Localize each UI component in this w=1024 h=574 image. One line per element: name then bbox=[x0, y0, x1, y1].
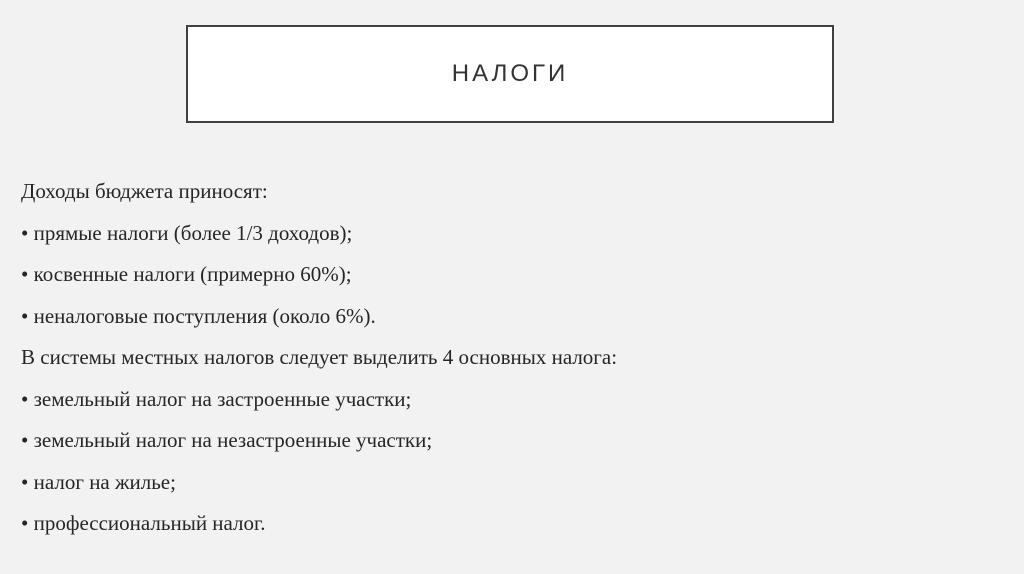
bullet-indirect-taxes: • косвенные налоги (примерно 60%); bbox=[21, 262, 352, 286]
bullet-direct-taxes: • прямые налоги (более 1/3 доходов); bbox=[21, 220, 353, 245]
bullet-housing-tax: • налог на жилье; bbox=[21, 469, 176, 494]
bullet-land-tax-unbuilt: • земельный налог на незастроенные участки; bbox=[21, 428, 433, 452]
bullet-land-tax-built: • земельный налог на застроенные участки; bbox=[21, 386, 412, 411]
bullet-professional-tax: • профессиональный налог. bbox=[21, 511, 266, 535]
intro-line-local-taxes: В системы местных налогов следует выделить 4 основных налога: bbox=[21, 345, 618, 369]
slide-title: НАЛОГИ bbox=[451, 60, 569, 87]
slide-body bbox=[21, 171, 981, 545]
intro-line-budget-income: Доходы бюджета приносят: bbox=[21, 179, 268, 203]
slide-title-box bbox=[186, 25, 834, 123]
bullet-non-tax-revenue: • неналоговые поступления (около 6%). bbox=[21, 303, 376, 328]
